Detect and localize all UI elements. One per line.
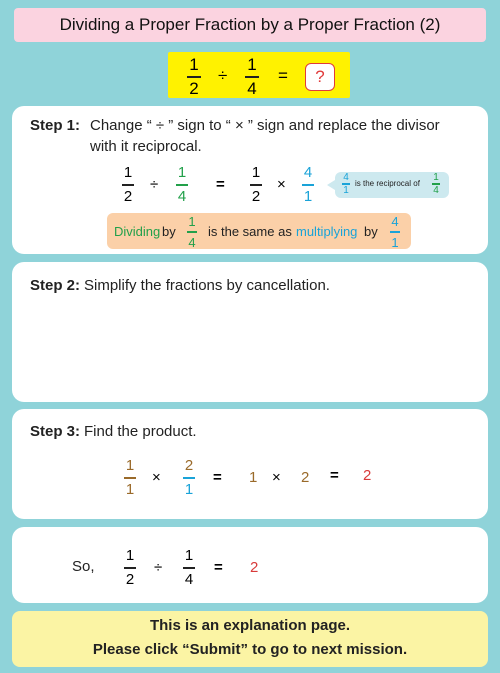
so-fraction-b (183, 547, 195, 589)
numerator: 4 (303, 164, 313, 181)
divide-sign: ÷ (150, 176, 159, 193)
fraction-bar (176, 184, 188, 186)
step2-text: Simplify the fractions by cancellation. (84, 277, 330, 294)
equals-sign-2: = (330, 467, 339, 484)
numerator: 2 (184, 457, 194, 474)
step1-text-line1: Change “ ÷ ” sign to “ × ” sign and replace the divisor (90, 117, 440, 134)
fraction-bar (124, 567, 136, 569)
numerator: 1 (189, 55, 199, 74)
note-multiplying: multiplying (296, 224, 358, 239)
fraction-bar (302, 184, 314, 186)
multiply-sign-2: × (272, 469, 281, 486)
equals-sign: = (216, 176, 225, 193)
step1-fraction-d (302, 164, 314, 206)
divide-sign: ÷ (154, 559, 163, 576)
fraction-bar (187, 76, 201, 78)
step3-fraction-b (183, 457, 195, 499)
numerator: 1 (125, 547, 135, 564)
fraction-bar (390, 231, 400, 233)
denominator: 4 (188, 234, 196, 250)
numerator: 1 (247, 55, 257, 74)
step1-fraction-a (122, 164, 134, 206)
bubble-fraction-reciprocal (432, 172, 440, 196)
numerator: 1 (188, 214, 196, 229)
fraction-bar (122, 184, 134, 186)
step3-result: 2 (363, 467, 372, 484)
equals-sign: = (278, 66, 288, 85)
note-fraction-b (390, 214, 400, 250)
denominator: 2 (125, 570, 135, 588)
denominator: 2 (251, 187, 261, 205)
denominator: 4 (177, 187, 187, 205)
numerator: 1 (125, 457, 135, 474)
numerator: 4 (391, 214, 399, 229)
fraction-bar (183, 567, 195, 569)
footer-line1: This is an explanation page. (149, 617, 351, 634)
step1-fraction-b (176, 164, 188, 206)
denominator: 2 (123, 187, 133, 205)
note-by2: by (364, 224, 378, 239)
note-dividing: Dividing (114, 224, 161, 239)
problem-fraction-a (187, 56, 201, 98)
step1-fraction-c (250, 164, 262, 206)
numerator: 1 (123, 164, 133, 181)
so-fraction-a (124, 547, 136, 589)
equals-sign: = (213, 469, 222, 486)
denominator: 4 (184, 570, 194, 588)
divide-sign: ÷ (218, 66, 228, 85)
numerator: 1 (184, 547, 194, 564)
bubble-text: is the reciprocal of (355, 179, 420, 188)
multiply-sign: × (152, 469, 161, 486)
numerator: 1 (433, 172, 439, 183)
note-fraction-a (187, 214, 197, 250)
footer-line2: Please click “Submit” to go to next mission. (92, 641, 408, 658)
page-title: Dividing a Proper Fraction by a Proper Fraction (2) (14, 8, 486, 42)
denominator: 1 (184, 480, 194, 498)
denominator: 1 (391, 234, 399, 250)
denominator: 4 (247, 78, 257, 98)
numerator: 1 (251, 164, 261, 181)
bubble-fraction (342, 172, 350, 196)
denominator: 4 (433, 184, 439, 196)
problem-fraction-b (245, 56, 259, 98)
fraction-bar (124, 477, 136, 479)
note-by: by (162, 224, 176, 239)
step3-text: Find the product. (84, 423, 197, 440)
multiply-sign: × (277, 176, 286, 193)
step3-label: Step 3: (30, 423, 81, 440)
so-label: So, (72, 558, 95, 575)
denominator: 1 (125, 480, 135, 498)
fraction-bar (250, 184, 262, 186)
fraction-bar (187, 231, 197, 233)
denominator: 1 (303, 187, 313, 205)
step1-label: Step 1: (30, 117, 81, 134)
product-factor-2: 2 (301, 469, 310, 486)
product-factor-1: 1 (249, 469, 258, 486)
denominator: 2 (189, 78, 199, 98)
denominator: 1 (343, 184, 349, 196)
numerator: 4 (343, 172, 349, 183)
fraction-bar (183, 477, 195, 479)
answer-placeholder: ? (305, 63, 335, 91)
numerator: 1 (177, 164, 187, 181)
step1-text-line2: with it reciprocal. (90, 138, 202, 155)
note-same: is the same as (208, 224, 292, 239)
equals-sign: = (214, 559, 223, 576)
fraction-bar (245, 76, 259, 78)
step2-label: Step 2: (30, 277, 81, 294)
step3-fraction-a (124, 457, 136, 499)
final-result: 2 (250, 559, 259, 576)
explanation-footer (12, 611, 488, 667)
